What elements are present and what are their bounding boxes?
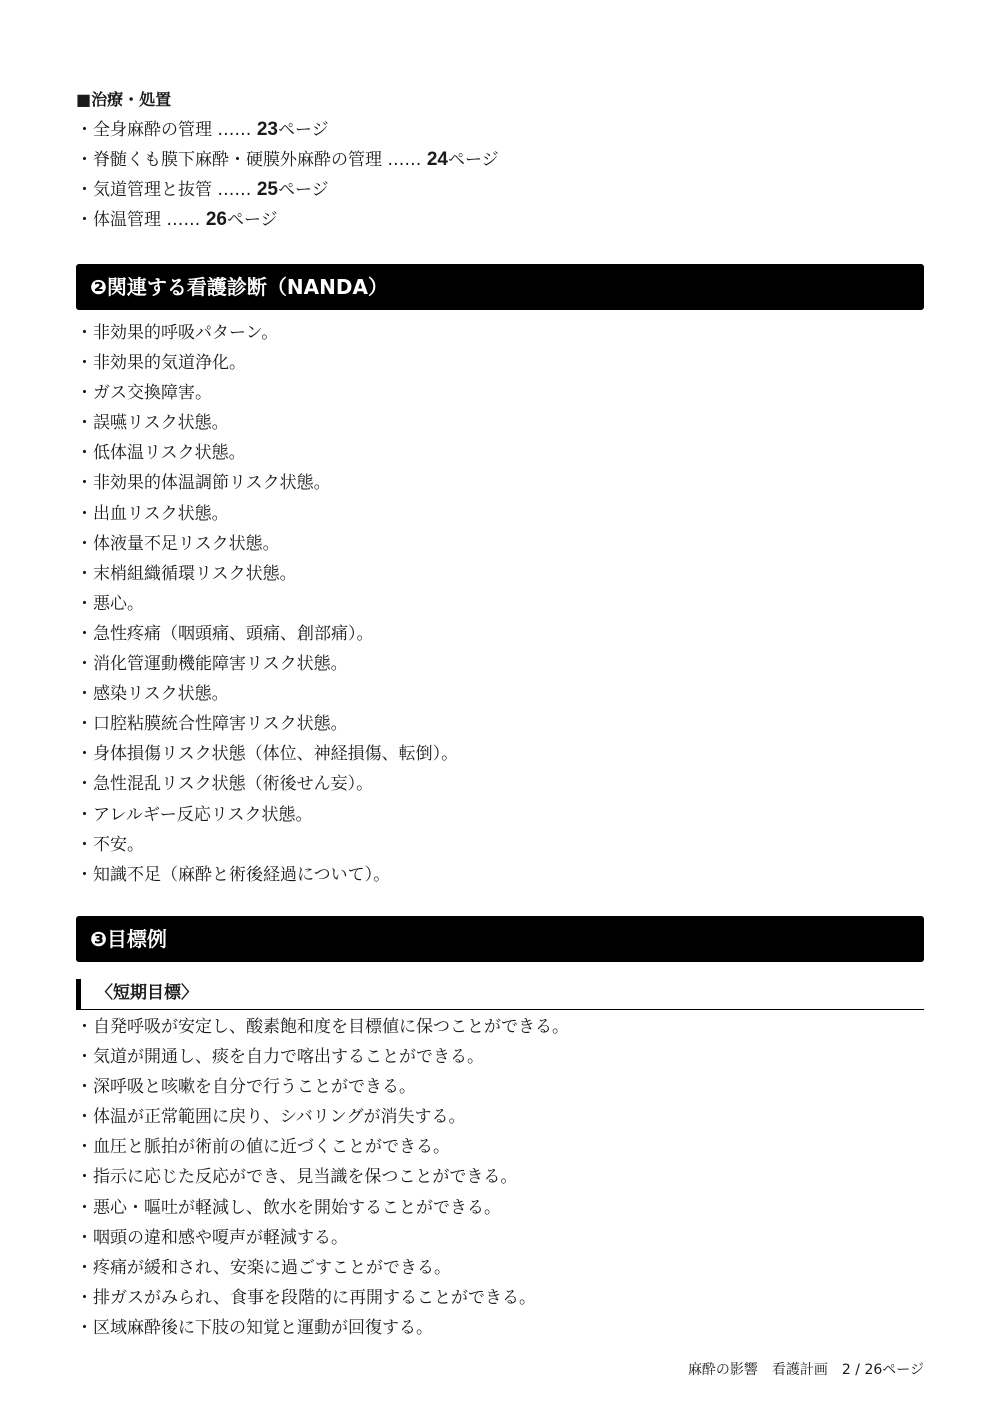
diagnosis-item: ・ガス交換障害。 xyxy=(76,383,212,404)
goal-item: ・疼痛が緩和され、安楽に過ごすことができる。 xyxy=(76,1257,452,1278)
diagnosis-item: ・低体温リスク状態。 xyxy=(76,443,246,464)
nursing-diagnosis-heading: ❷関連する看護診断（NANDA） xyxy=(76,264,924,310)
goal-item: ・指示に応じた反応ができ、見当識を保つことができる。 xyxy=(76,1167,518,1188)
diagnosis-item: ・感染リスク状態。 xyxy=(76,684,229,705)
short-term-goals-list xyxy=(76,1012,569,1343)
short-term-goals-title: 〈短期目標〉 xyxy=(96,983,198,1003)
diagnosis-item: ・非効果的呼吸パターン。 xyxy=(76,323,279,343)
goals-heading: ❸目標例 xyxy=(76,916,924,962)
diagnosis-item: ・非効果的体温調節リスク状態。 xyxy=(76,473,331,494)
goal-item: ・咽頭の違和感や嗄声が軽減する。 xyxy=(76,1227,348,1248)
goal-item: ・自発呼吸が安定し、酸素飽和度を目標値に保つことができる。 xyxy=(76,1017,569,1037)
diagnosis-item: ・非効果的気道浄化。 xyxy=(76,353,246,374)
diagnosis-item: ・消化管運動機能障害リスク状態。 xyxy=(76,654,348,675)
treatment-list xyxy=(76,115,499,235)
goal-item: ・排ガスがみられ、食事を段階的に再開することができる。 xyxy=(76,1287,537,1308)
nursing-diagnosis-list xyxy=(76,318,458,890)
diagnosis-item: ・アレルギー反応リスク状態。 xyxy=(76,804,313,825)
diagnosis-item: ・口腔粘膜統合性障害リスク状態。 xyxy=(76,714,348,735)
diagnosis-item: ・不安。 xyxy=(76,834,144,855)
diagnosis-item: ・急性混乱リスク状態（術後せん妄）。 xyxy=(76,774,374,795)
goal-item: ・区域麻酔後に下肢の知覚と運動が回復する。 xyxy=(76,1317,433,1338)
treatment-item: ・脊髄くも膜下麻酔・硬膜外麻酔の管理 …… 24ページ xyxy=(76,149,499,170)
diagnosis-item: ・急性疼痛（咽頭痛、頭痛、創部痛）。 xyxy=(76,623,374,644)
subheading-bar xyxy=(76,979,81,1009)
diagnosis-item: ・誤嚥リスク状態。 xyxy=(76,413,229,434)
diagnosis-item: ・体液量不足リスク状態。 xyxy=(76,533,280,554)
diagnosis-item: ・悪心。 xyxy=(76,593,144,614)
goal-item: ・体温が正常範囲に戻り、シバリングが消失する。 xyxy=(76,1107,466,1128)
diagnosis-item: ・末梢組織循環リスク状態。 xyxy=(76,563,297,584)
goal-item: ・気道が開通し、痰を自力で喀出することができる。 xyxy=(76,1047,484,1068)
page-footer: 麻酔の影響 看護計画 2 / 26ページ xyxy=(687,1362,924,1378)
goal-item: ・深呼吸と咳嗽を自分で行うことができる。 xyxy=(76,1077,416,1098)
treatment-item: ・体温管理 …… 26ページ xyxy=(76,209,278,230)
treatment-heading: ■治療・処置 xyxy=(76,90,172,109)
diagnosis-item: ・身体損傷リスク状態（体位、神経損傷、転倒）。 xyxy=(76,744,459,765)
diagnosis-item: ・知識不足（麻酔と術後経過について）。 xyxy=(76,864,391,885)
short-term-goals-subheading xyxy=(76,977,924,1010)
treatment-item: ・気道管理と抜管 …… 25ページ xyxy=(76,179,329,200)
diagnosis-item: ・出血リスク状態。 xyxy=(76,503,229,524)
goal-item: ・悪心・嘔吐が軽減し、飲水を開始することができる。 xyxy=(76,1197,501,1218)
goal-item: ・血圧と脈拍が術前の値に近づくことができる。 xyxy=(76,1137,450,1158)
treatment-item: ・全身麻酔の管理 …… 23ページ xyxy=(76,119,329,140)
